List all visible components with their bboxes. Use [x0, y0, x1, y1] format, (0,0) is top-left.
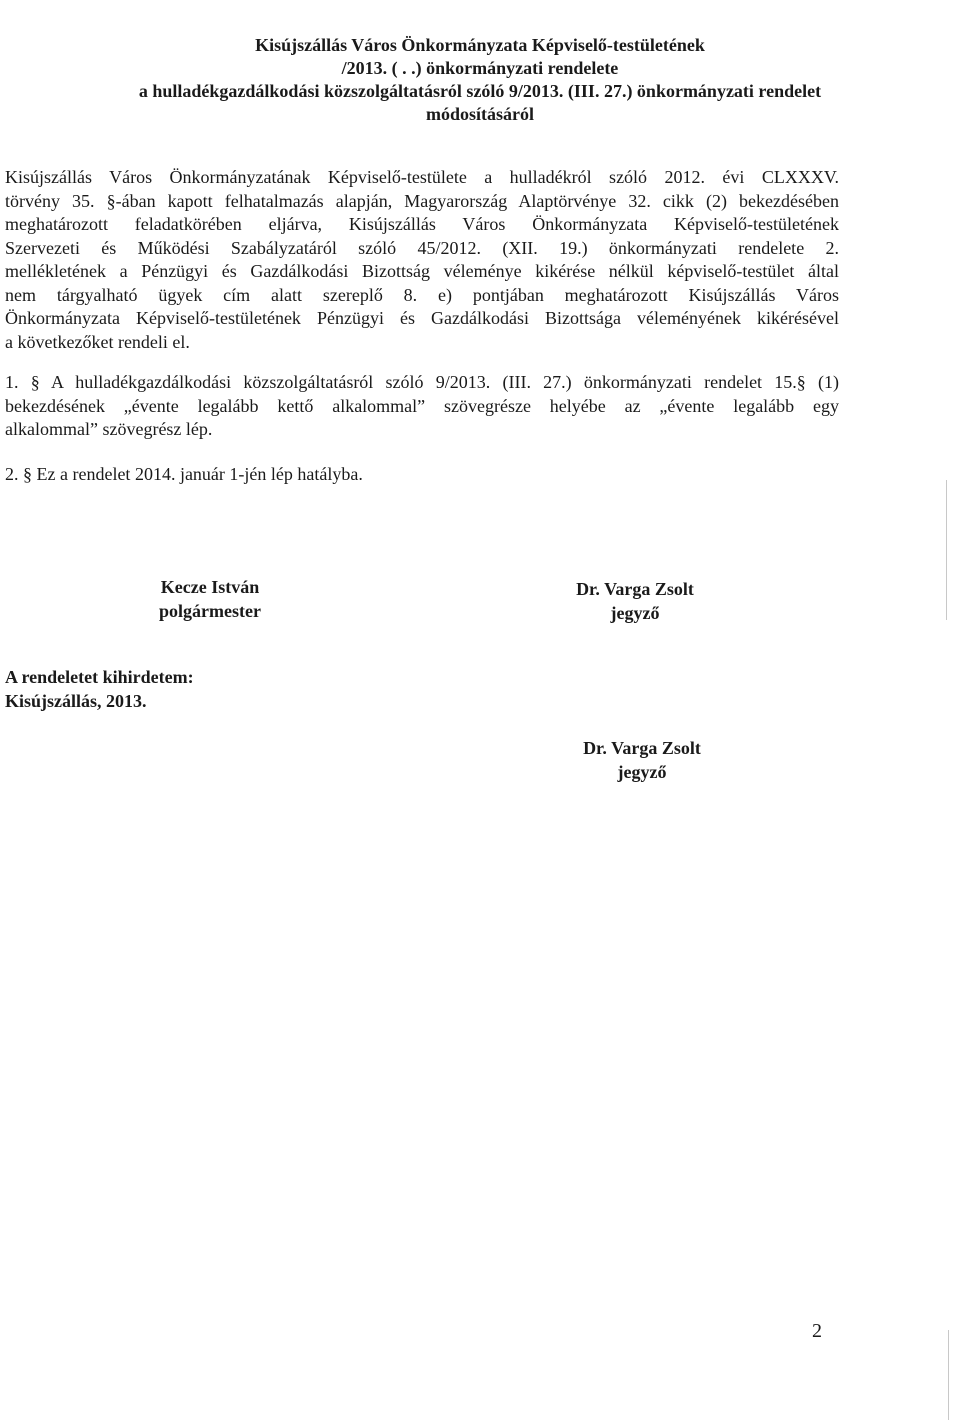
preamble-line: mellékletének a Pénzügyi és Gazdálkodási Bizottság véleménye kikérése nélkül képviselő-testület által: [5, 261, 839, 281]
scan-edge-mark: [946, 480, 947, 620]
preamble-paragraph: [5, 166, 839, 354]
title-line-1: Kisújszállás Város Önkormányzata Képviselő-testületének: [255, 35, 705, 55]
notary-signature-block-2: [557, 736, 727, 784]
preamble-line: Kisújszállás Város Önkormányzatának Képviselő-testülete a hulladékról szóló 2012. évi CLXXXV.: [5, 167, 839, 187]
page-number: 2: [812, 1320, 822, 1342]
scan-edge-mark: [948, 1330, 949, 1420]
announcement-label: A rendeletet kihirdetem:: [5, 667, 194, 687]
section-1-line: 1. § A hulladékgazdálkodási közszolgáltatásról szóló 9/2013. (III. 27.) önkormányzati rendelet 15.§ (1): [5, 372, 839, 392]
section-1-line: bekezdésének „évente legalább kettő alkalommal” szövegrésze helyébe az „évente legalább egy: [5, 395, 839, 416]
preamble-line: a következőket rendeli el.: [5, 331, 190, 352]
notary-name: Dr. Varga Zsolt: [576, 579, 694, 599]
preamble-line: törvény 35. §-ában kapott felhatalmazás alapján, Magyarország Alaptörvénye 32. cikk (2) bekezdésében: [5, 190, 839, 211]
notary-title-2: jegyző: [617, 762, 667, 782]
title-line-2: /2013. ( . .) önkormányzati rendelete: [341, 58, 619, 78]
document-title: [0, 34, 960, 126]
notary-name-2: Dr. Varga Zsolt: [583, 738, 701, 758]
section-1-paragraph: [5, 371, 839, 442]
mayor-signature-block: [120, 575, 300, 623]
mayor-name: Kecze István: [160, 577, 260, 597]
preamble-line: meghatározott feladatkörében eljárva, Kisújszállás Város Önkormányzata Képviselő-testületének: [5, 214, 839, 234]
notary-title: jegyző: [610, 603, 660, 623]
preamble-line: nem tárgyalható ügyek cím alatt szereplő 8. e) pontjában meghatározott Kisújszállás Város: [5, 284, 839, 305]
notary-signature-block: [550, 577, 720, 625]
announcement-block: [5, 665, 194, 713]
title-line-3: a hulladékgazdálkodási közszolgáltatásról szóló 9/2013. (III. 27.) önkormányzati rendelet: [138, 81, 822, 101]
mayor-title: polgármester: [159, 601, 261, 621]
preamble-line: Önkormányzata Képviselő-testületének Pénzügyi és Gazdálkodási Bizottsága véleményének kikérésével: [5, 308, 839, 328]
title-line-4: módosításáról: [426, 104, 534, 124]
section-2-line: 2. § Ez a rendelet 2014. január 1-jén lép hatályba.: [5, 464, 363, 484]
announcement-place-date: Kisújszállás, 2013.: [5, 691, 147, 711]
section-1-line: alkalommal” szövegrész lép.: [5, 419, 213, 439]
preamble-line: Szervezeti és Működési Szabályzatáról szóló 45/2012. (XII. 19.) önkormányzati rendelete 2.: [5, 237, 839, 258]
section-2-paragraph: [5, 463, 839, 487]
